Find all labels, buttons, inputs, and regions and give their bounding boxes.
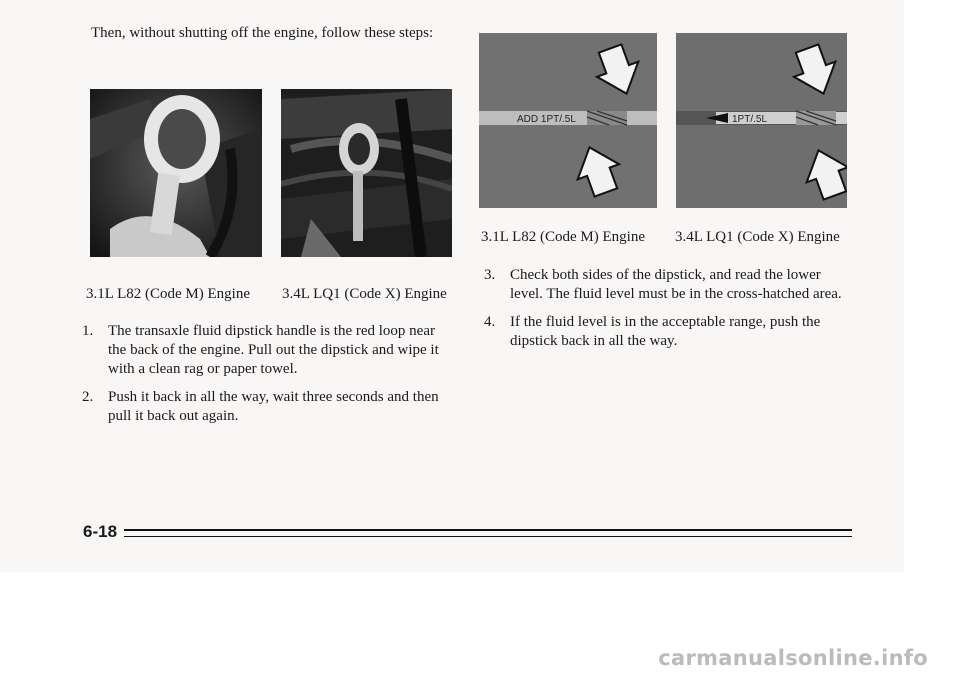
footer-rule-bottom bbox=[124, 536, 852, 537]
step-text: The transaxle fluid dipstick handle is the red loop near the back of the engine. Pull out the dipstick and wipe it with a clean rag or paper towel. bbox=[108, 323, 439, 377]
step-number: 3. bbox=[484, 267, 496, 283]
page-number: 6-18 bbox=[83, 522, 118, 541]
photo-caption-3-4l: 3.4L LQ1 (Code X) Engine bbox=[282, 286, 447, 302]
steps-left bbox=[82, 322, 454, 435]
step-text: If the fluid level is in the acceptable range, push the dipstick back in all the way. bbox=[510, 314, 821, 349]
step-number: 2. bbox=[82, 389, 94, 405]
dipstick-level-photo-3-1l bbox=[479, 33, 657, 208]
dipstick-add-mark: ADD 1PT/.5L bbox=[517, 114, 576, 125]
step-number: 1. bbox=[82, 323, 94, 339]
intro-text: Then, without shutting off the engine, follow these steps: bbox=[91, 25, 434, 41]
dipstick-handle-photo-3-4l bbox=[281, 89, 452, 257]
step-item bbox=[82, 388, 454, 426]
step-item bbox=[82, 322, 454, 379]
steps-right bbox=[484, 266, 856, 360]
dipstick-caption-3-4l: 3.4L LQ1 (Code X) Engine bbox=[675, 229, 840, 245]
step-item bbox=[484, 313, 856, 351]
step-item bbox=[484, 266, 856, 304]
step-text: Push it back in all the way, wait three seconds and then pull it back out again. bbox=[108, 389, 439, 424]
dipstick-level-mark: 1PT/.5L bbox=[732, 114, 768, 125]
footer-rule-top bbox=[124, 529, 852, 531]
dipstick-handle-photo-3-1l bbox=[90, 89, 262, 257]
watermark-text: carmanualsonline.info bbox=[658, 646, 928, 670]
step-text: Check both sides of the dipstick, and read the lower level. The fluid level must be in the cross-hatched area. bbox=[510, 267, 842, 302]
photo-caption-3-1l: 3.1L L82 (Code M) Engine bbox=[86, 286, 250, 302]
dipstick-caption-3-1l: 3.1L L82 (Code M) Engine bbox=[481, 229, 645, 245]
dipstick-level-photo-3-4l bbox=[676, 33, 847, 208]
step-number: 4. bbox=[484, 314, 496, 330]
